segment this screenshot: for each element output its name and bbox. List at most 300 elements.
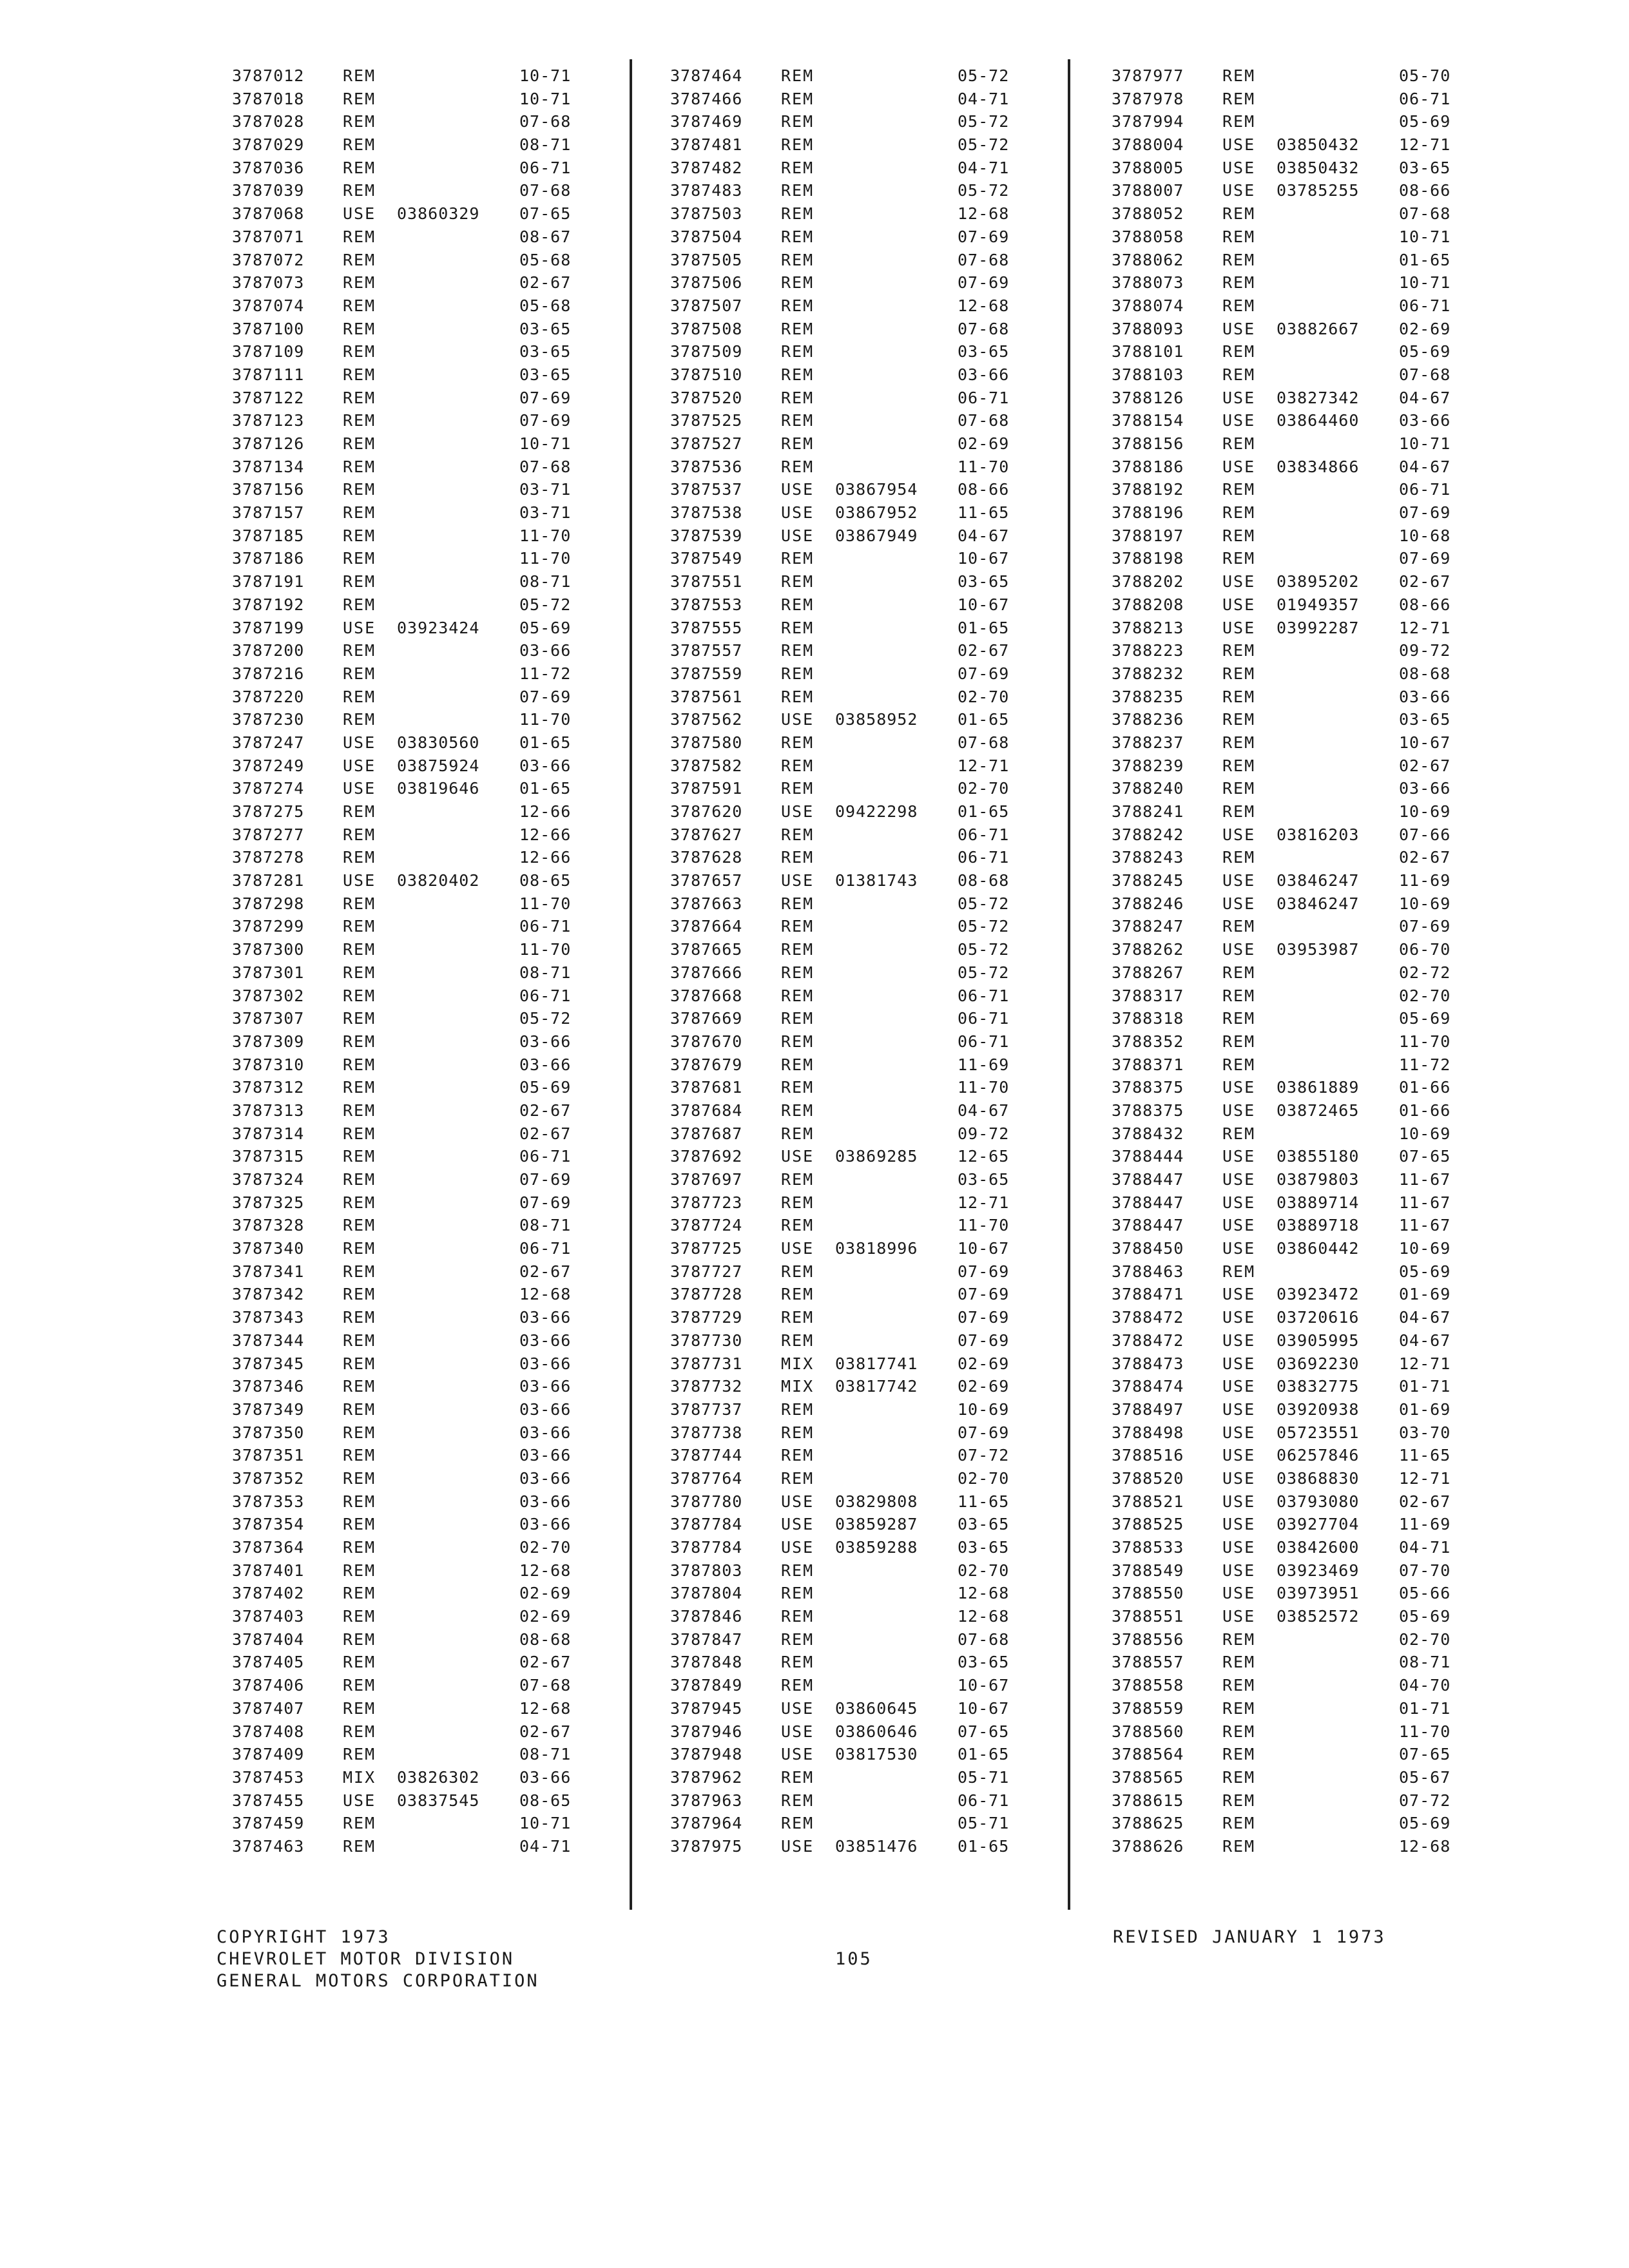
part-row <box>1112 639 1511 662</box>
part-number: 3787665 <box>670 940 743 959</box>
effective-date: 07-69 <box>958 1308 1010 1327</box>
part-number: 3788533 <box>1112 1538 1184 1557</box>
effective-date: 11-67 <box>1399 1170 1451 1189</box>
part-number: 3787134 <box>232 457 305 476</box>
effective-date: 07-72 <box>1399 1791 1451 1810</box>
part-number: 3787628 <box>670 848 743 867</box>
part-number: 3787186 <box>232 549 305 568</box>
part-number: 3787312 <box>232 1078 305 1097</box>
part-row <box>232 1444 631 1467</box>
effective-date: 03-66 <box>519 1423 572 1442</box>
part-number: 3787669 <box>670 1009 743 1028</box>
status-code: REM <box>781 1767 815 1787</box>
status-code: REM <box>781 89 815 108</box>
status-code: REM <box>343 1814 376 1833</box>
part-row <box>1112 1168 1511 1191</box>
status-code: REM <box>781 1446 815 1465</box>
part-row <box>670 456 1070 479</box>
part-number: 3788074 <box>1112 296 1184 315</box>
part-row <box>670 754 1070 778</box>
status-code: USE <box>781 802 815 821</box>
part-row <box>670 432 1070 456</box>
part-number: 3788375 <box>1112 1078 1184 1097</box>
effective-date: 02-70 <box>958 779 1010 798</box>
part-row <box>232 157 631 180</box>
status-code: REM <box>781 664 815 683</box>
effective-date: 07-69 <box>1399 549 1451 568</box>
part-number: 3787730 <box>670 1331 743 1350</box>
part-row <box>232 961 631 985</box>
status-code: USE <box>1222 158 1256 177</box>
part-row <box>232 1835 631 1858</box>
effective-date: 05-68 <box>519 250 572 269</box>
effective-date: 03-65 <box>1399 158 1451 177</box>
status-code: REM <box>343 1124 376 1143</box>
status-code: REM <box>343 1262 376 1281</box>
part-row <box>232 249 631 272</box>
part-row <box>1112 731 1511 754</box>
status-code: REM <box>343 1377 376 1396</box>
effective-date: 12-66 <box>519 848 572 867</box>
part-number: 3787464 <box>670 66 743 85</box>
effective-date: 08-65 <box>519 1791 572 1810</box>
column-divider <box>1068 59 1070 1910</box>
effective-date: 07-69 <box>1399 503 1451 523</box>
part-row <box>670 1651 1070 1674</box>
part-number: 3788625 <box>1112 1814 1184 1833</box>
part-number: 3787220 <box>232 687 305 706</box>
replacement-part-number: 03923469 <box>1277 1561 1360 1580</box>
part-number: 3787313 <box>232 1100 305 1120</box>
status-code: USE <box>343 204 376 224</box>
part-row <box>670 1536 1070 1559</box>
status-code: REM <box>343 1698 376 1718</box>
part-number: 3787123 <box>232 411 305 430</box>
effective-date: 01-65 <box>958 802 1010 821</box>
parts-column-1 <box>232 64 631 1858</box>
part-number: 3787507 <box>670 296 743 315</box>
part-number: 3787310 <box>232 1055 305 1074</box>
effective-date: 07-69 <box>1399 917 1451 936</box>
status-code: REM <box>1222 733 1256 752</box>
part-row <box>1112 363 1511 387</box>
status-code: REM <box>781 411 815 430</box>
part-number: 3788007 <box>1112 181 1184 200</box>
part-row <box>1112 1352 1511 1376</box>
replacement-part-number: 03923424 <box>397 618 480 637</box>
part-row <box>1112 1559 1511 1582</box>
effective-date: 11-67 <box>1399 1193 1451 1212</box>
status-code: REM <box>781 181 815 200</box>
effective-date: 01-65 <box>1399 250 1451 269</box>
part-row <box>670 1421 1070 1445</box>
status-code: USE <box>1222 595 1256 614</box>
effective-date: 11-70 <box>519 549 572 568</box>
effective-date: 11-69 <box>1399 1515 1451 1534</box>
replacement-part-number: 03869285 <box>835 1147 918 1166</box>
replacement-part-number: 03864460 <box>1277 411 1360 430</box>
part-row <box>232 1490 631 1514</box>
effective-date: 06-71 <box>958 848 1010 867</box>
effective-date: 05-69 <box>1399 1009 1451 1028</box>
status-code: REM <box>343 388 376 407</box>
effective-date: 01-65 <box>958 1745 1010 1764</box>
effective-date: 03-66 <box>519 1331 572 1350</box>
part-row <box>1112 570 1511 593</box>
status-code: REM <box>781 250 815 269</box>
part-row <box>670 617 1070 640</box>
status-code: USE <box>1222 1078 1256 1097</box>
status-code: REM <box>1222 1629 1256 1649</box>
status-code: USE <box>1222 1100 1256 1120</box>
status-code: USE <box>1222 618 1256 637</box>
status-code: REM <box>781 733 815 752</box>
part-number: 3788103 <box>1112 365 1184 384</box>
status-code: USE <box>343 618 376 637</box>
status-code: REM <box>343 480 376 499</box>
status-code: REM <box>343 1354 376 1373</box>
status-code: REM <box>781 1399 815 1419</box>
part-row <box>1112 846 1511 869</box>
replacement-part-number: 03905995 <box>1277 1331 1360 1350</box>
effective-date: 07-65 <box>519 204 572 224</box>
effective-date: 01-71 <box>1399 1698 1451 1718</box>
effective-date: 02-67 <box>1399 572 1451 591</box>
part-row <box>1112 340 1511 363</box>
effective-date: 03-66 <box>519 1767 572 1787</box>
status-code: USE <box>781 871 815 890</box>
status-code: REM <box>781 1561 815 1580</box>
effective-date: 01-65 <box>958 1836 1010 1856</box>
status-code: REM <box>343 825 376 844</box>
status-code: USE <box>781 1745 815 1764</box>
part-number: 3787975 <box>670 1836 743 1856</box>
effective-date: 08-66 <box>1399 595 1451 614</box>
part-row <box>670 1720 1070 1744</box>
status-code: REM <box>781 1676 815 1695</box>
part-number: 3787962 <box>670 1767 743 1787</box>
replacement-part-number: 03816203 <box>1277 825 1360 844</box>
part-row <box>232 110 631 133</box>
part-row <box>1112 1536 1511 1559</box>
part-row <box>232 662 631 686</box>
status-code: REM <box>343 687 376 706</box>
part-row <box>1112 478 1511 501</box>
part-row <box>1112 869 1511 892</box>
status-code: REM <box>343 296 376 315</box>
part-number: 3787340 <box>232 1239 305 1258</box>
effective-date: 03-65 <box>958 1170 1010 1189</box>
part-number: 3788093 <box>1112 319 1184 338</box>
part-row <box>232 1513 631 1536</box>
effective-date: 02-69 <box>519 1584 572 1603</box>
part-number: 3787591 <box>670 779 743 798</box>
effective-date: 04-71 <box>958 89 1010 108</box>
part-row <box>670 179 1070 202</box>
footer-copyright-block <box>217 1927 539 1992</box>
part-number: 3787342 <box>232 1285 305 1304</box>
part-row <box>670 800 1070 823</box>
part-number: 3787307 <box>232 1009 305 1028</box>
effective-date: 12-71 <box>1399 135 1451 155</box>
part-row <box>1112 1513 1511 1536</box>
part-number: 3788473 <box>1112 1354 1184 1373</box>
status-code: REM <box>1222 963 1256 982</box>
effective-date: 05-69 <box>1399 112 1451 131</box>
status-code: REM <box>343 1745 376 1764</box>
status-code: REM <box>343 664 376 683</box>
part-number: 3788101 <box>1112 342 1184 361</box>
status-code: REM <box>343 1653 376 1672</box>
effective-date: 12-71 <box>1399 1354 1451 1373</box>
part-row <box>670 340 1070 363</box>
effective-date: 12-65 <box>958 1147 1010 1166</box>
status-code: REM <box>343 802 376 821</box>
effective-date: 02-67 <box>519 1653 572 1672</box>
part-row <box>1112 271 1511 294</box>
effective-date: 02-67 <box>1399 848 1451 867</box>
replacement-part-number: 03832775 <box>1277 1377 1360 1396</box>
effective-date: 06-71 <box>958 388 1010 407</box>
effective-date: 08-71 <box>519 963 572 982</box>
page-number: 105 <box>835 1949 872 1969</box>
status-code: REM <box>781 1078 815 1097</box>
part-number: 3788004 <box>1112 135 1184 155</box>
part-row <box>232 363 631 387</box>
part-number: 3787681 <box>670 1078 743 1097</box>
effective-date: 03-65 <box>519 365 572 384</box>
status-code: REM <box>1222 342 1256 361</box>
replacement-part-number: 03793080 <box>1277 1492 1360 1511</box>
status-code: REM <box>781 963 815 982</box>
part-number: 3788447 <box>1112 1170 1184 1189</box>
status-code: REM <box>1222 1676 1256 1695</box>
status-code: REM <box>343 66 376 85</box>
effective-date: 12-71 <box>958 1193 1010 1212</box>
effective-date: 07-68 <box>519 181 572 200</box>
part-row <box>670 1375 1070 1398</box>
part-row <box>1112 1674 1511 1697</box>
status-code: USE <box>1222 894 1256 913</box>
part-row <box>232 985 631 1008</box>
part-row <box>1112 1099 1511 1122</box>
status-code: USE <box>781 1492 815 1511</box>
part-number: 3787963 <box>670 1791 743 1810</box>
replacement-part-number: 03827342 <box>1277 388 1360 407</box>
part-row <box>232 1421 631 1445</box>
replacement-part-number: 03851476 <box>835 1836 918 1856</box>
part-number: 3787803 <box>670 1561 743 1580</box>
part-number: 3787463 <box>232 1836 305 1856</box>
effective-date: 03-65 <box>958 342 1010 361</box>
part-row <box>232 1306 631 1329</box>
status-code: REM <box>343 273 376 293</box>
status-code: USE <box>1222 457 1256 476</box>
effective-date: 08-71 <box>519 572 572 591</box>
replacement-part-number: 03882667 <box>1277 319 1360 338</box>
part-row <box>232 1076 631 1099</box>
replacement-part-number: 03923472 <box>1277 1285 1360 1304</box>
part-row <box>670 1628 1070 1651</box>
replacement-part-number: 03875924 <box>397 756 480 775</box>
part-number: 3787723 <box>670 1193 743 1212</box>
part-row <box>232 1007 631 1030</box>
status-code: REM <box>1222 1722 1256 1741</box>
status-code: USE <box>1222 1377 1256 1396</box>
part-number: 3787510 <box>670 365 743 384</box>
effective-date: 05-69 <box>1399 342 1451 361</box>
status-code: REM <box>343 319 376 338</box>
effective-date: 12-68 <box>958 296 1010 315</box>
status-code: USE <box>1222 1423 1256 1442</box>
effective-date: 08-68 <box>519 1629 572 1649</box>
replacement-part-number: 03858952 <box>835 710 918 729</box>
parts-column-2 <box>670 64 1070 1858</box>
part-number: 3787481 <box>670 135 743 155</box>
status-code: REM <box>343 1629 376 1649</box>
part-row <box>1112 501 1511 524</box>
effective-date: 02-70 <box>1399 1629 1451 1649</box>
part-number: 3788463 <box>1112 1262 1184 1281</box>
effective-date: 03-66 <box>519 1515 572 1534</box>
part-row <box>232 1214 631 1237</box>
replacement-part-number: 03973951 <box>1277 1584 1360 1603</box>
replacement-part-number: 09422298 <box>835 802 918 821</box>
part-number: 3788474 <box>1112 1377 1184 1396</box>
status-code: REM <box>781 1285 815 1304</box>
part-row <box>1112 1444 1511 1467</box>
part-row <box>670 938 1070 961</box>
effective-date: 07-72 <box>958 1446 1010 1465</box>
status-code: USE <box>1222 1354 1256 1373</box>
part-number: 3788247 <box>1112 917 1184 936</box>
part-row <box>670 294 1070 318</box>
status-code: USE <box>1222 411 1256 430</box>
part-row <box>670 64 1070 88</box>
effective-date: 01-69 <box>1399 1399 1451 1419</box>
part-row <box>1112 1766 1511 1789</box>
part-number: 3788615 <box>1112 1791 1184 1810</box>
part-number: 3787562 <box>670 710 743 729</box>
part-row <box>232 800 631 823</box>
part-number: 3787071 <box>232 227 305 246</box>
effective-date: 05-72 <box>958 112 1010 131</box>
status-code: USE <box>343 871 376 890</box>
effective-date: 02-69 <box>958 1377 1010 1396</box>
effective-date: 07-69 <box>519 388 572 407</box>
part-number: 3787324 <box>232 1170 305 1189</box>
part-number: 3787525 <box>670 411 743 430</box>
effective-date: 02-70 <box>958 1561 1010 1580</box>
part-row <box>670 1099 1070 1122</box>
status-code: REM <box>781 1607 815 1626</box>
status-code: USE <box>1222 825 1256 844</box>
effective-date: 10-71 <box>519 434 572 453</box>
part-row <box>232 846 631 869</box>
part-row <box>232 294 631 318</box>
part-number: 3787068 <box>232 204 305 224</box>
part-number: 3788447 <box>1112 1216 1184 1235</box>
part-number: 3787504 <box>670 227 743 246</box>
effective-date: 11-70 <box>958 457 1010 476</box>
part-row <box>1112 88 1511 111</box>
part-row <box>670 708 1070 731</box>
status-code: USE <box>1222 181 1256 200</box>
part-number: 3788549 <box>1112 1561 1184 1580</box>
effective-date: 05-70 <box>1399 66 1451 85</box>
part-number: 3787325 <box>232 1193 305 1212</box>
effective-date: 06-71 <box>958 1009 1010 1028</box>
part-number: 3787191 <box>232 572 305 591</box>
effective-date: 07-68 <box>1399 365 1451 384</box>
part-number: 3788196 <box>1112 503 1184 523</box>
status-code: REM <box>1222 66 1256 85</box>
replacement-part-number: 03837545 <box>397 1791 480 1810</box>
part-number: 3787670 <box>670 1032 743 1051</box>
replacement-part-number: 03846247 <box>1277 894 1360 913</box>
status-code: REM <box>781 296 815 315</box>
part-row <box>232 547 631 570</box>
part-number: 3787341 <box>232 1262 305 1281</box>
effective-date: 06-71 <box>958 1791 1010 1810</box>
part-row <box>670 1352 1070 1376</box>
part-number: 3787482 <box>670 158 743 177</box>
part-number: 3787663 <box>670 894 743 913</box>
replacement-part-number: 03842600 <box>1277 1538 1360 1557</box>
part-number: 3788246 <box>1112 894 1184 913</box>
part-number: 3787274 <box>232 779 305 798</box>
part-row <box>232 617 631 640</box>
part-row <box>670 1490 1070 1514</box>
effective-date: 06-71 <box>958 1032 1010 1051</box>
status-code: REM <box>781 549 815 568</box>
effective-date: 12-68 <box>1399 1836 1451 1856</box>
part-row <box>670 686 1070 709</box>
status-code: REM <box>781 1791 815 1810</box>
part-row <box>1112 617 1511 640</box>
part-number: 3788472 <box>1112 1308 1184 1327</box>
status-code: REM <box>343 848 376 867</box>
effective-date: 04-67 <box>1399 457 1451 476</box>
effective-date: 04-71 <box>519 1836 572 1856</box>
effective-date: 10-69 <box>1399 1124 1451 1143</box>
status-code: REM <box>1222 273 1256 293</box>
part-row <box>670 593 1070 617</box>
effective-date: 07-69 <box>958 227 1010 246</box>
status-code: REM <box>781 1216 815 1235</box>
effective-date: 12-68 <box>958 1584 1010 1603</box>
replacement-part-number: 03826302 <box>397 1767 480 1787</box>
part-number: 3788126 <box>1112 388 1184 407</box>
part-number: 3787729 <box>670 1308 743 1327</box>
part-number: 3787230 <box>232 710 305 729</box>
effective-date: 05-69 <box>1399 1262 1451 1281</box>
part-number: 3788444 <box>1112 1147 1184 1166</box>
effective-date: 07-65 <box>1399 1147 1451 1166</box>
status-code: REM <box>343 894 376 913</box>
part-number: 3787314 <box>232 1124 305 1143</box>
part-number: 3787300 <box>232 940 305 959</box>
status-code: USE <box>1222 1216 1256 1235</box>
replacement-part-number: 03859288 <box>835 1538 918 1557</box>
part-number: 3788626 <box>1112 1836 1184 1856</box>
part-row <box>1112 1122 1511 1146</box>
status-code: REM <box>1222 1262 1256 1281</box>
part-number: 3787559 <box>670 664 743 683</box>
status-code: REM <box>1222 802 1256 821</box>
part-number: 3787506 <box>670 273 743 293</box>
effective-date: 05-72 <box>958 963 1010 982</box>
